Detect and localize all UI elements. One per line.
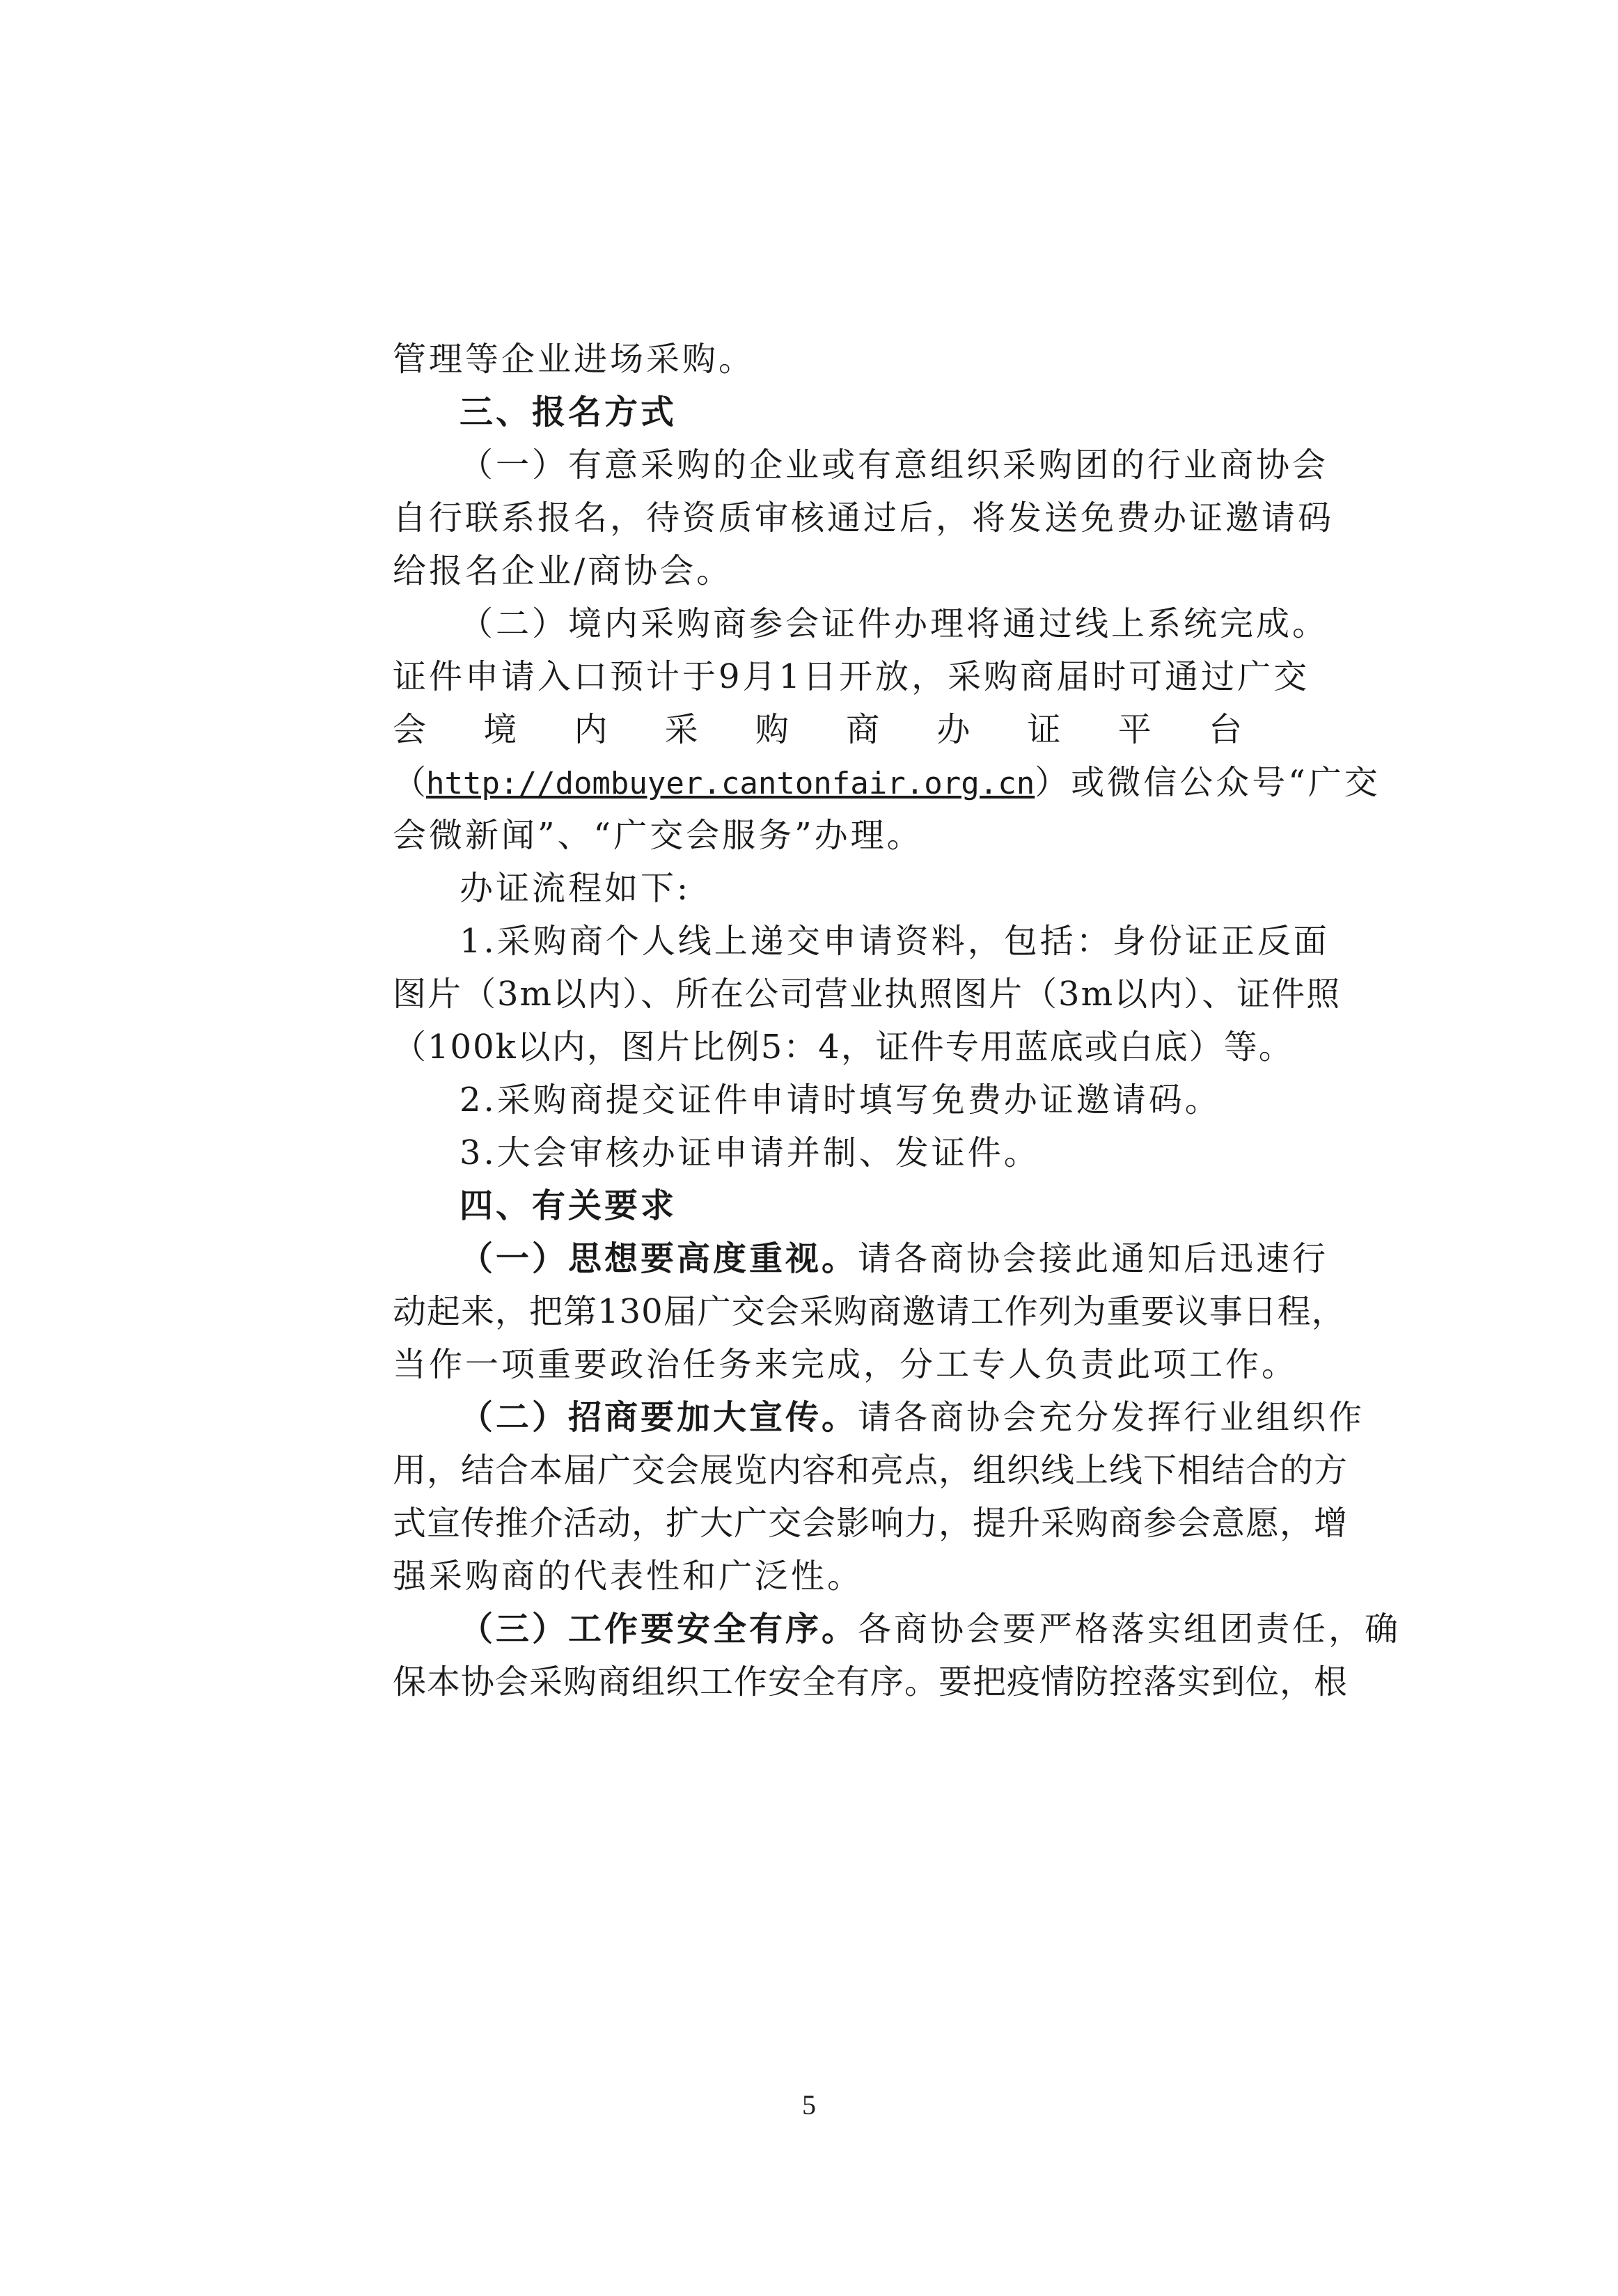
registration-link[interactable]: http://dombuyer.cantonfair.org.cn bbox=[426, 766, 1035, 801]
paragraph-line: 给报名企业/商协会。 bbox=[393, 551, 733, 590]
requirement-1-line bbox=[393, 1232, 1329, 1285]
paragraph-line: 管理等企业进场采购。 bbox=[393, 340, 755, 379]
requirement-3-line: 保本协会采购商组织工作安全有序。要把疫情防控落实到位，根 bbox=[393, 1662, 1349, 1701]
paragraph-line bbox=[393, 756, 1381, 809]
justified-char: 境 bbox=[483, 710, 517, 749]
step-1-line: 图片（3m以内）、所在公司营业执照图片（3m以内）、证件照 bbox=[393, 975, 1342, 1014]
requirement-1-text: 请各商协会接此通知后迅速行 bbox=[858, 1239, 1329, 1278]
step-2-line: 2.采购商提交证件申请时填写免费办证邀请码。 bbox=[460, 1080, 1221, 1119]
step-1-line: 1.采购商个人线上递交申请资料，包括：身份证正反面 bbox=[460, 922, 1330, 961]
section-heading-4: 四、有关要求 bbox=[460, 1186, 677, 1225]
requirement-2-line: 强采购商的代表性和广泛性。 bbox=[393, 1557, 864, 1596]
justified-char: 证 bbox=[1027, 710, 1061, 749]
justified-char: 采 bbox=[664, 710, 698, 749]
step-3-line: 3.大会审核办证申请并制、发证件。 bbox=[460, 1133, 1040, 1172]
document-body bbox=[393, 333, 1401, 1708]
section-heading-3: 三、报名方式 bbox=[460, 393, 677, 432]
flow-title: 办证流程如下: bbox=[460, 869, 691, 908]
requirement-3-line bbox=[393, 1603, 1401, 1656]
justified-char: 内 bbox=[574, 710, 608, 749]
requirement-3-text: 各商协会要严格落实组团责任，确 bbox=[858, 1610, 1401, 1649]
requirement-2-line bbox=[393, 1391, 1365, 1444]
paragraph-line: 自行联系报名，待资质审核通过后，将发送免费办证邀请码 bbox=[393, 498, 1335, 537]
requirement-1-line: 动起来，把第130届广交会采购商邀请工作列为重要议事日程， bbox=[393, 1292, 1346, 1331]
paragraph-line: 会微新闻”、“广交会服务”办理。 bbox=[393, 816, 923, 855]
open-paren: （ bbox=[393, 763, 427, 802]
requirement-2-line: 用，结合本届广交会展览内容和亮点，组织线上线下相结合的方 bbox=[393, 1451, 1349, 1490]
paragraph-line-justified bbox=[393, 703, 1242, 756]
requirement-1-lead: （一）思想要高度重视。 bbox=[460, 1239, 858, 1278]
justified-char: 平 bbox=[1117, 710, 1152, 749]
paragraph-line: （一）有意采购的企业或有意组织采购团的行业商协会 bbox=[460, 446, 1329, 485]
step-1-line: （100k以内，图片比例5：4，证件专用蓝底或白底）等。 bbox=[393, 1028, 1294, 1067]
requirement-2-line: 式宣传推介活动，扩大广交会影响力，提升采购商参会意愿，增 bbox=[393, 1504, 1349, 1543]
justified-char: 办 bbox=[936, 710, 971, 749]
paragraph-line: 证件申请入口预计于9月1日开放，采购商届时可通过广交 bbox=[393, 657, 1310, 696]
requirement-3-lead: （三）工作要安全有序。 bbox=[460, 1610, 858, 1649]
justified-char: 购 bbox=[755, 710, 789, 749]
requirement-1-line: 当作一项重要政治任务来完成，分工专人负责此项工作。 bbox=[393, 1345, 1298, 1384]
requirement-2-lead: （二）招商要加大宣传。 bbox=[460, 1398, 858, 1437]
paragraph-line: （二）境内采购商参会证件办理将通过线上系统完成。 bbox=[460, 604, 1329, 643]
link-trailing-text: ）或微信公众号“广交 bbox=[1035, 763, 1381, 802]
requirement-2-text: 请各商协会充分发挥行业组织作 bbox=[858, 1398, 1365, 1437]
justified-char: 台 bbox=[1208, 710, 1242, 749]
justified-char: 商 bbox=[846, 710, 880, 749]
justified-char: 会 bbox=[393, 710, 427, 749]
page-number: 5 bbox=[802, 2089, 816, 2121]
